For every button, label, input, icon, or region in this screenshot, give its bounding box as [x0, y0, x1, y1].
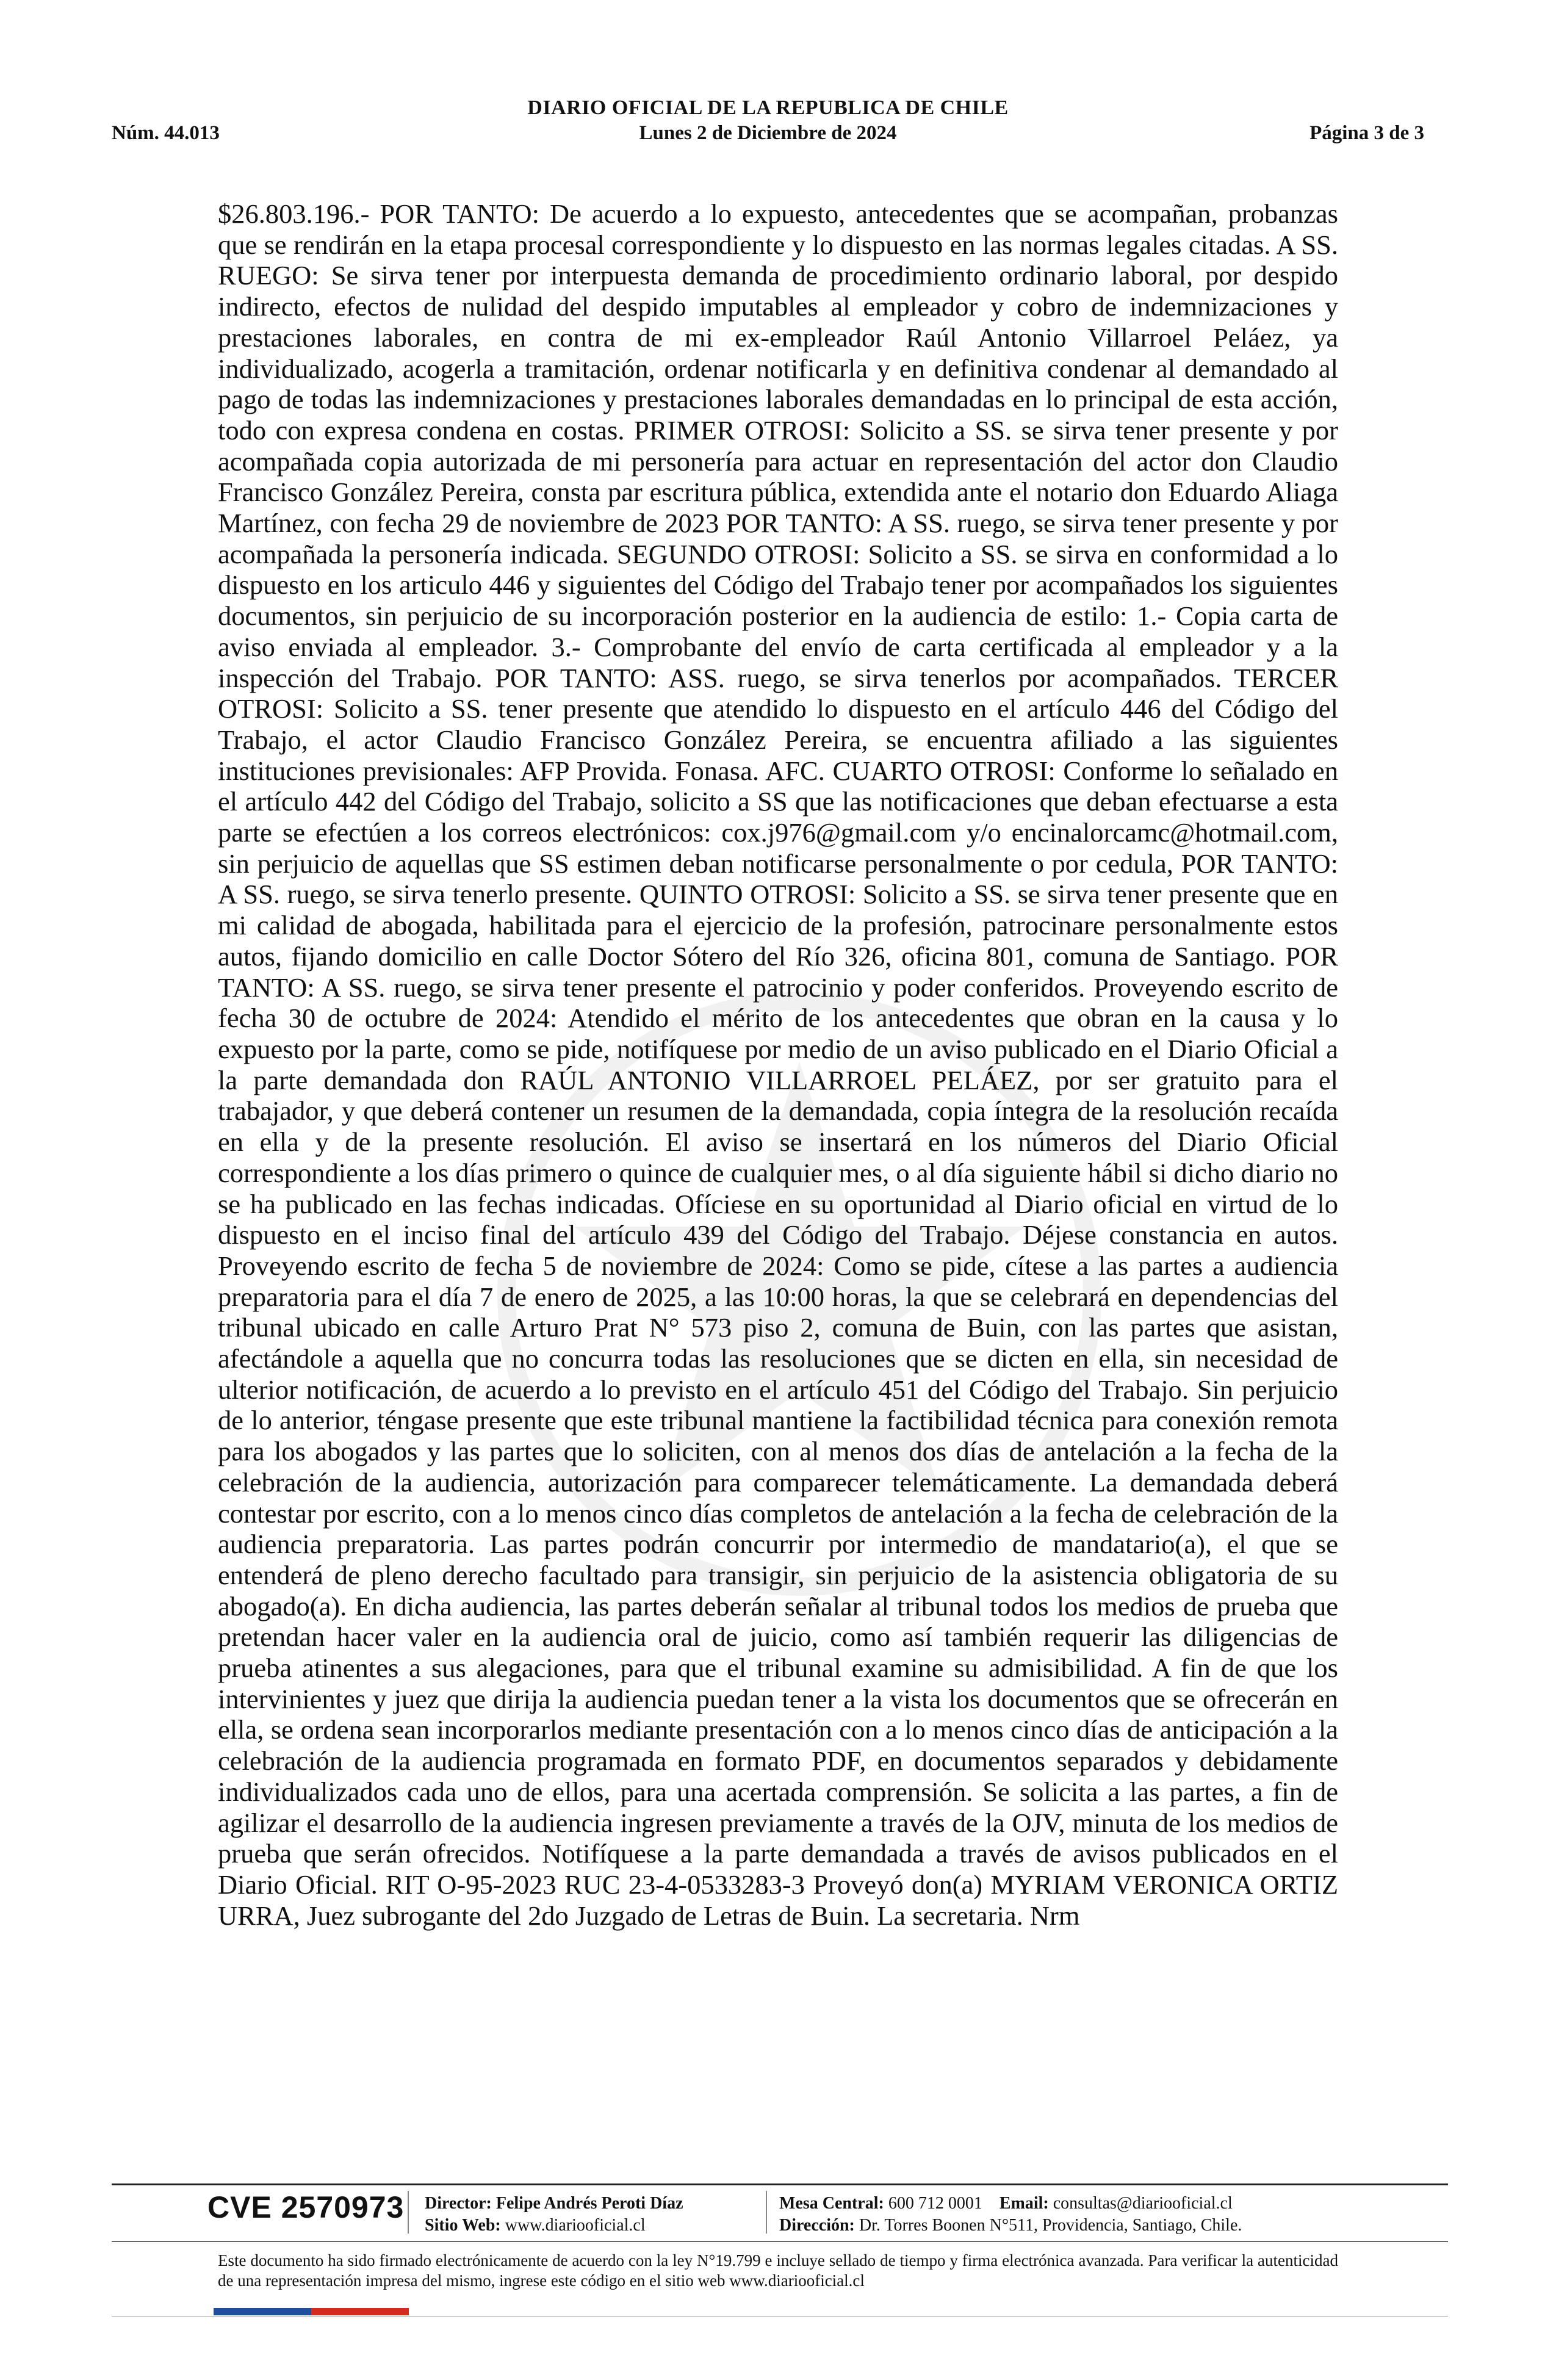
legal-notice: Este documento ha sido firmado electrónicamente de acuerdo con la ley N°19.799 e incluye sellado de tiempo y firma electrónica avanzada. Para verificar la autenticidad de una representación impresa del mismo, ingrese este código en el sitio web www.diariooficial.cl [218, 2251, 1338, 2290]
director-label: Director: [425, 2194, 492, 2213]
issue-date: Lunes 2 de Diciembre de 2024 [639, 122, 897, 144]
footer-separator [408, 2191, 409, 2234]
footer-mid-rule [112, 2241, 1448, 2242]
footer-contact-block [779, 2193, 1242, 2237]
site-link[interactable]: www.diariooficial.cl [505, 2216, 646, 2235]
page-header [112, 96, 1424, 151]
site-label: Sitio Web: [425, 2216, 501, 2235]
footer-top-rule [112, 2183, 1448, 2185]
address-value: Dr. Torres Boonen N°511, Providencia, Santiago, Chile. [859, 2216, 1242, 2235]
email-link[interactable]: consultas@diariooficial.cl [1053, 2194, 1233, 2213]
cve-code: CVE 2570973 [207, 2190, 405, 2224]
address-label: Dirección: [779, 2216, 855, 2235]
phone-label: Mesa Central: [779, 2194, 884, 2213]
issue-number: Núm. 44.013 [112, 122, 220, 144]
chile-flag-bar [214, 2308, 409, 2315]
email-label: Email: [999, 2194, 1049, 2213]
publication-title: DIARIO OFICIAL DE LA REPUBLICA DE CHILE [527, 96, 1009, 119]
page-number: Página 3 de 3 [1309, 122, 1424, 144]
flag-blue-segment [214, 2308, 311, 2315]
director-name: Felipe Andrés Peroti Díaz [495, 2194, 683, 2213]
footer-separator [766, 2191, 767, 2234]
footer-bottom-rule [112, 2316, 1448, 2317]
flag-red-segment [311, 2308, 409, 2315]
footer-director-block [425, 2193, 683, 2237]
phone-value: 600 712 0001 [888, 2194, 982, 2213]
notice-body: $26.803.196.- POR TANTO: De acuerdo a lo expuesto, antecedentes que se acompañan, probanzas que se rendirán en la etapa procesal correspondiente y lo dispuesto en las normas legales citadas. A SS. RUEGO: Se sirva tener por interpuesta demanda de procedimiento ordinario laboral, por despido indirecto, efectos de nulidad del despido imputables al empleador y cobro de indemnizaciones y prestaciones laborales, en contra de mi ex-empleador Raúl Antonio Villarroel Peláez, ya individualizado, acogerla a tramitación, ordenar notificarla y en definitiva condenar al demandado al pago de todas las indemnizaciones y prestaciones laborales demandadas en lo principal de esta acción, todo con expresa condena en costas. PRIMER OTROSI: Solicito a SS. se sirva tener presente y por acompañada copia autorizada de mi personería para actuar en representación del actor don Claudio Francisco González Pereira, consta par escritura pública, extendida ante el notario don Eduardo Aliaga Martínez, con fecha 29 de noviembre de 2023 POR TANTO: A SS. ruego, se sirva tener presente y por acompañada la personería indicada. SEGUNDO OTROSI: Solicito a SS. se sirva en conformidad a lo dispuesto en los articulo 446 y siguientes del Código del Trabajo tener por acompañados los siguientes documentos, sin perjuicio de su incorporación posterior en la audiencia de estilo: 1.- Copia carta de aviso enviada al empleador. 3.- Comprobante del envío de carta certificada al empleador y a la inspección del Trabajo. POR TANTO: ASS. ruego, se sirva tenerlos por acompañados. TERCER OTROSI: Solicito a SS. tener presente que atendido lo dispuesto en el artículo 446 del Código del Trabajo, el actor Claudio Francisco González Pereira, se encuentra afiliado a las siguientes instituciones previsionales: AFP Provida. Fonasa. AFC. CUARTO OTROSI: Conforme lo señalado en el artículo 442 del Código del Trabajo, solicito a SS que las notificaciones que deban efectuarse a esta parte se efectúen a los correos electrónicos: cox.j976@gmail.com y/o encinalorcamc@hotmail.com, sin perjuicio de aquellas que SS estimen deban notificarse personalmente o por cedula, POR TANTO: A SS. ruego, se sirva tenerlo presente. QUINTO OTROSI: Solicito a SS. se sirva tener presente que en mi calidad de abogada, habilitada para el ejercicio de la profesión, patrocinare personalmente estos autos, fijando domicilio en calle Doctor Sótero del Río 326, oficina 801, comuna de Santiago. POR TANTO: A SS. ruego, se sirva tener presente el patrocinio y poder conferidos. Proveyendo escrito de fecha 30 de octubre de 2024: Atendido el mérito de los antecedentes que obran en la causa y lo expuesto por la parte, como se pide, notifíquese por medio de un aviso publicado en el Diario Oficial a la parte demandada don RAÚL ANTONIO VILLARROEL PELÁEZ, por ser gratuito para el trabajador, y que deberá contener un resumen de la demandada, copia íntegra de la resolución recaída en ella y de la presente resolución. El aviso se insertará en los números del Diario Oficial correspondiente a los días primero o quince de cualquier mes, o al día siguiente hábil si dicho diario no se ha publicado en las fechas indicadas. Ofíciese en su oportunidad al Diario oficial en virtud de lo dispuesto en el inciso final del artículo 439 del Código del Trabajo. Déjese constancia en autos. Proveyendo escrito de fecha 5 de noviembre de 2024: Como se pide, cítese a las partes a audiencia preparatoria para el día 7 de enero de 2025, a las 10:00 horas, la que se celebrará en dependencias del tribunal ubicado en calle Arturo Prat N° 573 piso 2, comuna de Buin, con las partes que asistan, afectándole a aquella que no concurra todas las resoluciones que se dicten en ella, sin necesidad de ulterior notificación, de acuerdo a lo previsto en el artículo 451 del Código del Trabajo. Sin perjuicio de lo anterior, téngase presente que este tribunal mantiene la factibilidad técnica para conexión remota para los abogados y las partes que lo soliciten, con al menos dos días de antelación a la fecha de la celebración de la audiencia, autorización para comparecer telemáticamente. La demandada deberá contestar por escrito, con a lo menos cinco días completos de antelación a la fecha de celebración de la audiencia preparatoria. Las partes podrán concurrir por intermedio de mandatario(a), el que se entenderá de pleno derecho facultado para transigir, sin perjuicio de la asistencia obligatoria de su abogado(a). En dicha audiencia, las partes deberán señalar al tribunal todos los medios de prueba que pretendan hacer valer en la audiencia oral de juicio, como así también requerir las diligencias de prueba atinentes a sus alegaciones, para que el tribunal examine su admisibilidad. A fin de que los intervinientes y juez que dirija la audiencia puedan tener a la vista los documentos que se ofrecerán en ella, se ordena sean incorporarlos mediante presentación con a lo menos cinco días de anticipación a la celebración de la audiencia programada en formato PDF, en documentos separados y debidamente individualizados cada uno de ellos, para una acertada comprensión. Se solicita a las partes, a fin de agilizar el desarrollo de la audiencia ingresen previamente a través de la OJV, minuta de los medios de prueba que serán ofrecidos. Notifíquese a la parte demandada a través de avisos publicados en el Diario Oficial. RIT O-95-2023 RUC 23-4-0533283-3 Proveyó don(a) MYRIAM VERONICA ORTIZ URRA, Juez subrogante del 2do Juzgado de Letras de Buin. La secretaria. Nrm [218, 198, 1338, 1931]
